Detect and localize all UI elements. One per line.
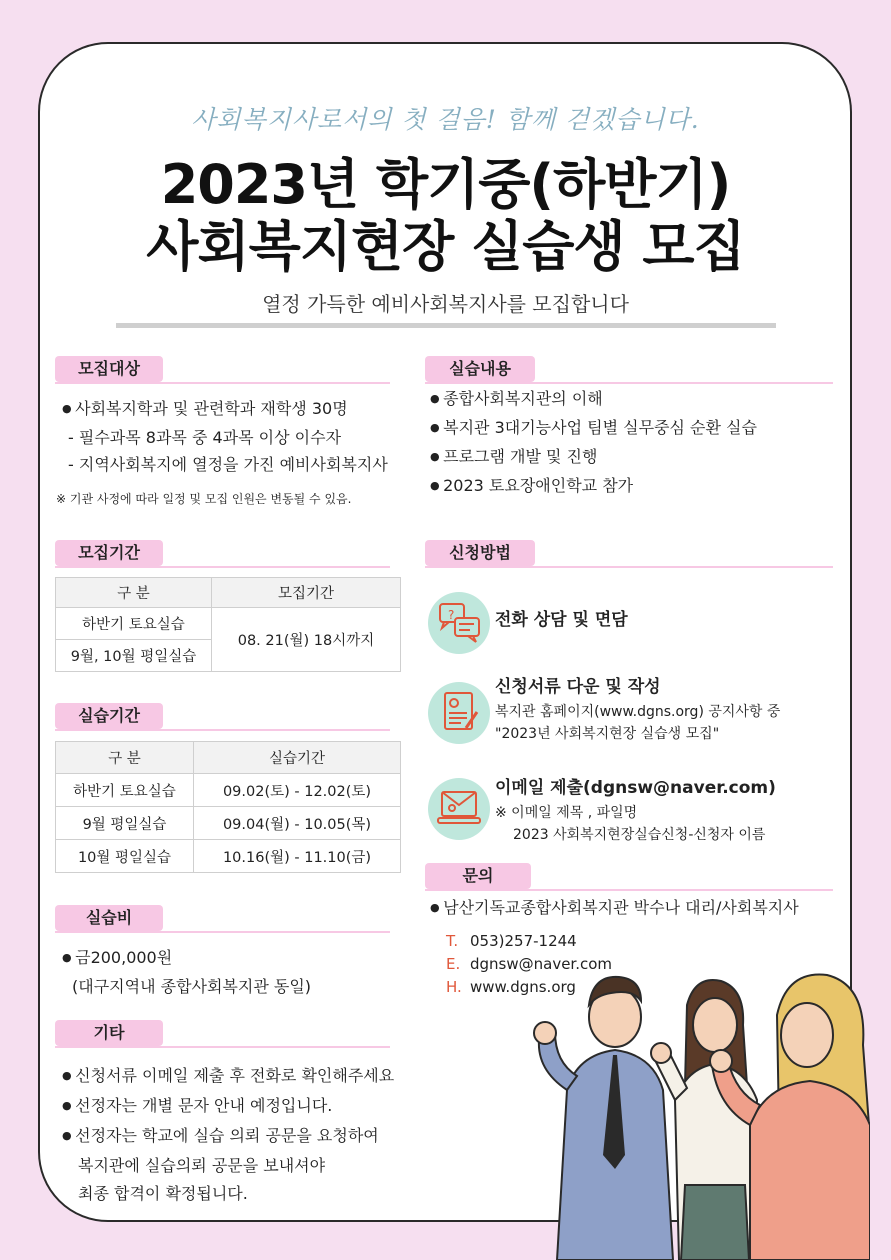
table-cell: 08. 21(월) 18시까지	[212, 608, 401, 672]
apply-step2-title: 신청서류 다운 및 작성	[495, 677, 661, 697]
email-laptop-icon	[428, 778, 490, 840]
table-cell: 10월 평일실습	[56, 840, 194, 873]
list-item: ● 복지관 3대기능사업 팀별 실무중심 순환 실습	[430, 414, 830, 443]
section-apply-title: 신청방법	[425, 540, 535, 566]
fee-list	[62, 944, 412, 1000]
table-cell: 9월, 10월 평일실습	[56, 640, 212, 672]
table-cell: 9월 평일실습	[56, 807, 194, 840]
etc-list	[62, 1062, 442, 1208]
table-cell: 10.16(월) - 11.10(금)	[194, 840, 401, 873]
apply-step2-line2: "2023년 사회복지현장 실습생 모집"	[495, 726, 720, 742]
section-etc-header	[55, 1020, 390, 1048]
table-row	[56, 608, 401, 640]
section-practice-header	[55, 703, 390, 731]
inquiry-person: ● 남산기독교종합사회복지관 박수나 대리/사회복지사	[430, 894, 850, 923]
contact-website: H. www.dgns.org	[446, 978, 576, 996]
table-header: 실습기간	[194, 742, 401, 774]
apply-step3-title: 이메일 제출(dgnsw@naver.com)	[495, 778, 776, 798]
list-item: - 필수과목 8과목 중 4과목 이상 이수자	[68, 428, 342, 447]
list-item: ● 선정자는 학교에 실습 의뢰 공문을 요청하여	[62, 1122, 442, 1152]
target-note: ※ 기관 사정에 따라 일정 및 모집 인원은 변동될 수 있음.	[56, 492, 352, 506]
table-cell: 09.04(월) - 10.05(목)	[194, 807, 401, 840]
recruit-table	[55, 577, 401, 672]
section-etc-title: 기타	[55, 1020, 163, 1046]
apply-step2-line1: 복지관 홈페이지(www.dgns.org) 공지사항 중	[495, 704, 781, 720]
section-inquiry-header	[425, 863, 833, 891]
section-inquiry-title: 문의	[425, 863, 531, 889]
practice-table	[55, 741, 401, 873]
apply-step1: 전화 상담 및 면담	[495, 610, 628, 630]
svg-text:?: ?	[448, 608, 455, 622]
section-target-header	[55, 356, 390, 384]
man-figure	[534, 977, 673, 1260]
table-row	[56, 840, 401, 873]
list-item: ● 2023 토요장애인학교 참가	[430, 472, 830, 501]
table-header: 모집기간	[212, 578, 401, 608]
contact-phone: T. 053)257-1244	[446, 932, 577, 950]
table-cell: 09.02(토) - 12.02(토)	[194, 774, 401, 807]
section-target-title: 모집대상	[55, 356, 163, 382]
section-practice-title: 실습기간	[55, 703, 163, 729]
document-form-icon	[428, 682, 490, 744]
table-row	[56, 742, 401, 774]
page-title-line1: 2023년 학기중(하반기)	[160, 153, 731, 216]
list-item: ● 프로그램 개발 및 진행	[430, 443, 830, 472]
list-item: 복지관에 실습의뢰 공문을 보내셔야	[78, 1156, 326, 1175]
table-row	[56, 578, 401, 608]
table-row	[56, 774, 401, 807]
table-header: 구 분	[56, 578, 212, 608]
table-header: 구 분	[56, 742, 194, 774]
people-illustration	[515, 965, 870, 1260]
chat-bubbles-icon	[428, 592, 490, 654]
section-content-title: 실습내용	[425, 356, 535, 382]
table-cell: 하반기 토요실습	[56, 774, 194, 807]
apply-step3-line1: ※ 이메일 제목 , 파일명	[495, 805, 638, 821]
list-item: - 지역사회복지에 열정을 가진 예비사회복지사	[68, 455, 388, 474]
contact-email: E. dgnsw@naver.com	[446, 955, 613, 973]
section-content-header	[425, 356, 833, 384]
target-list	[62, 395, 422, 478]
table-cell: 하반기 토요실습	[56, 608, 212, 640]
apply-step2	[495, 672, 825, 745]
list-item: ● 사회복지학과 및 관련학과 재학생 30명	[62, 395, 422, 424]
section-fee-title: 실습비	[55, 905, 163, 931]
section-apply-header	[425, 540, 833, 568]
divider	[116, 323, 776, 328]
list-item: ● 신청서류 이메일 제출 후 전화로 확인해주세요	[62, 1062, 442, 1092]
subtitle: 열정 가득한 예비사회복지사를 모집합니다	[262, 292, 629, 316]
section-recruit-title: 모집기간	[55, 540, 163, 566]
section-fee-header	[55, 905, 390, 933]
tagline: 사회복지사로서의 첫 걸음! 함께 걷겠습니다.	[191, 105, 700, 134]
list-item: 최종 합격이 확정됩니다.	[78, 1184, 248, 1203]
fee-note: (대구지역내 종합사회복지관 동일)	[72, 977, 312, 996]
section-recruit-header	[55, 540, 390, 568]
list-item: ● 종합사회복지관의 이해	[430, 385, 830, 414]
apply-step3-line2: 2023 사회복지현장실습신청-신청자 이름	[513, 827, 766, 843]
page-title-line2: 사회복지현장 실습생 모집	[146, 215, 745, 278]
apply-step3	[495, 773, 825, 846]
fee-amount: ● 금200,000원	[62, 944, 412, 973]
table-row	[56, 807, 401, 840]
content-list	[430, 385, 830, 501]
list-item: ● 선정자는 개별 문자 안내 예정입니다.	[62, 1092, 442, 1122]
